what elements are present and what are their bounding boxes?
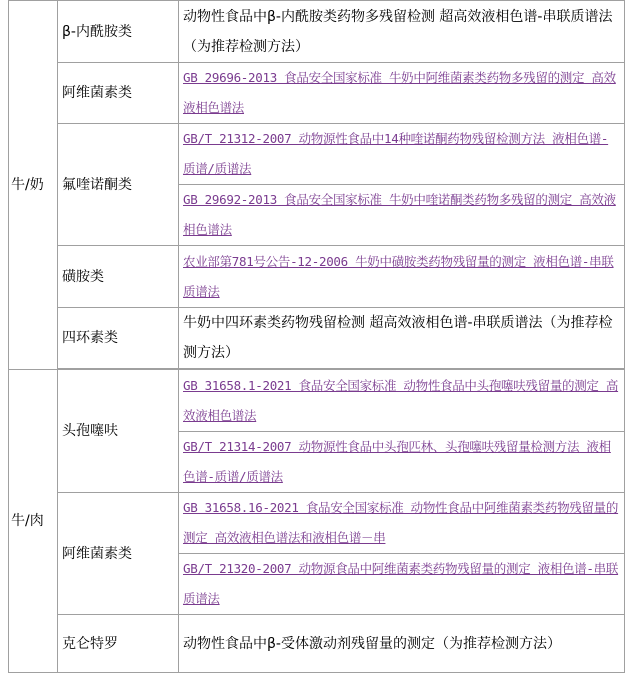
method-cell <box>179 63 625 124</box>
drug-label: β-内酰胺类 <box>62 23 132 40</box>
standard-link[interactable]: GB/T 21320-2007 动物源食品中阿维菌素类药物残留量的测定 液相色谱-串联质谱法 <box>183 561 619 606</box>
category-cell <box>9 1 58 370</box>
standard-link[interactable]: GB 29692-2013 食品安全国家标准 牛奶中喹诺酮类药物多残留的测定 高效液相色谱法 <box>183 192 616 237</box>
table-row <box>9 63 625 124</box>
standard-link[interactable]: GB 29696-2013 食品安全国家标准 牛奶中阿维菌素类药物多残留的测定 高效液相色谱法 <box>183 70 616 115</box>
drug-cell <box>58 63 179 124</box>
standard-link[interactable]: GB 31658.1-2021 食品安全国家标准 动物性食品中头孢噻呋残留量的测定 高效液相色谱法 <box>183 377 619 423</box>
drug-label: 克仑特罗 <box>62 635 118 652</box>
method-cell <box>179 370 625 432</box>
drug-cell <box>58 1 179 63</box>
drug-label: 阿维菌素类 <box>62 545 132 562</box>
table-row <box>9 308 625 369</box>
method-cell <box>179 246 625 308</box>
method-cell <box>179 185 625 246</box>
category-cell <box>9 370 58 673</box>
table-row <box>9 615 625 673</box>
method-cell <box>179 493 625 554</box>
standard-link[interactable]: GB/T 21314-2007 动物源性食品中头孢匹林、头孢噻呋残留量检测方法 液相色谱-质谱/质谱法 <box>183 439 611 484</box>
drug-label: 磺胺类 <box>62 268 104 285</box>
method-cell <box>179 615 625 673</box>
drug-cell <box>58 308 179 369</box>
method-cell <box>179 432 625 493</box>
drug-label: 头孢噻呋 <box>62 423 118 439</box>
table-row <box>9 1 625 63</box>
table-row <box>9 124 625 185</box>
method-cell <box>179 554 625 615</box>
method-text: 动物性食品中β-内酰胺类药物多残留检测 超高效液相色谱-串联质谱法（为推荐检测方法） <box>183 8 613 55</box>
standard-link[interactable]: GB 31658.16-2021 食品安全国家标准 动物性食品中阿维菌素类药物残留量的测定 高效液相色谱法和液相色谱－串 <box>183 500 619 545</box>
table-row <box>9 246 625 308</box>
drug-cell <box>58 493 179 615</box>
drug-label: 四环素类 <box>62 330 118 346</box>
method-cell <box>179 1 625 63</box>
drug-cell <box>58 124 179 246</box>
standard-link[interactable]: 农业部第781号公告-12-2006 牛奶中磺胺类药物残留量的测定 液相色谱-串联质谱法 <box>183 253 614 299</box>
drug-label: 氟喹诺酮类 <box>62 176 132 193</box>
drug-cell <box>58 246 179 308</box>
drug-label: 阿维菌素类 <box>62 85 132 101</box>
method-cell <box>179 308 625 369</box>
table-row <box>9 493 625 554</box>
drug-residue-methods-table <box>8 0 625 673</box>
drug-cell <box>58 615 179 673</box>
category-label: 牛/奶 <box>11 177 44 193</box>
method-cell <box>179 124 625 185</box>
category-label: 牛/肉 <box>11 513 44 529</box>
method-text: 动物性食品中β-受体激动剂残留量的测定（为推荐检测方法） <box>183 635 561 652</box>
drug-cell <box>58 370 179 493</box>
standard-link[interactable]: GB/T 21312-2007 动物源性食品中14种喹诺酮药物残留检测方法 液相色谱-质谱/质谱法 <box>183 131 609 176</box>
method-text: 牛奶中四环素类药物残留检测 超高效液相色谱-串联质谱法（为推荐检测方法） <box>183 315 613 361</box>
table-row <box>9 370 625 432</box>
